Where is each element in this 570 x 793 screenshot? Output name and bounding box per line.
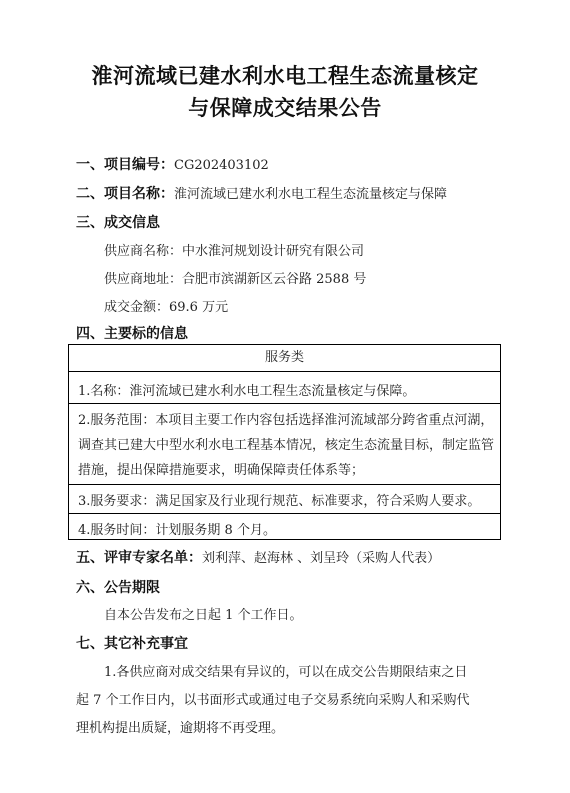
- document-title-line-1: 淮河流域已建水利水电工程生态流量核定: [91, 64, 479, 88]
- section-heading: 三、成交信息: [76, 215, 160, 231]
- section-heading: 一、项目编号：: [76, 157, 174, 173]
- section-heading: 四、主要标的信息: [76, 326, 188, 342]
- table-item-scope-line-2: 调查其已建大中型水利水电工程基本情况，核定生态流量目标，制定监管: [78, 438, 495, 453]
- table-header: 服务类: [69, 345, 500, 372]
- table-divider: [69, 484, 500, 485]
- section-heading: 五、评审专家名单：: [76, 550, 202, 566]
- table-item-name: 1.名称：淮河流域已建水利水电工程生态流量核定与保障。: [78, 384, 416, 399]
- project-name-value: 淮河流域已建水利水电工程生态流量核定与保障: [174, 187, 448, 202]
- table-divider: [69, 403, 500, 404]
- other-matters-line-3: 理机构提出质疑，逾期将不再受理。: [76, 721, 285, 736]
- table-item-scope-line-1: 2.服务范围：本项目主要工作内容包括选择淮河流域部分跨省重点河湖，: [78, 413, 494, 428]
- section-expert-list: [76, 547, 440, 567]
- other-matters-line-2: 起 7 个工作日内，以书面形式或通过电子交易系统向采购人和采购代: [76, 693, 470, 708]
- section-heading: 六、公告期限: [76, 580, 160, 596]
- supplier-name: 供应商名称：中水淮河规划设计研究有限公司: [104, 244, 365, 259]
- section-main-subject: [76, 323, 188, 343]
- other-matters-line-1: 1.各供应商对成交结果有异议的，可以在成交公告期限结束之日: [104, 665, 468, 680]
- expert-names: 刘利萍、赵海林 、刘呈玲（采购人代表）: [202, 551, 441, 566]
- table-item-requirements: 3.服务要求：满足国家及行业现行规范、标准要求，符合采购人要求。: [78, 494, 481, 509]
- subject-table: [68, 344, 501, 540]
- notice-period-text: 自本公告发布之日起 1 个工作日。: [104, 608, 303, 623]
- section-notice-period: [76, 577, 160, 597]
- section-project-number: [76, 154, 269, 174]
- section-heading: 七、其它补充事宜: [76, 636, 188, 652]
- section-heading: 二、项目名称：: [76, 186, 174, 202]
- table-item-service-time: 4.服务时间：计划服务期 8 个月。: [78, 523, 276, 538]
- table-divider: [69, 513, 500, 514]
- document-title-line-2: 与保障成交结果公告: [188, 96, 382, 120]
- section-project-name: [76, 183, 447, 203]
- section-other-matters: [76, 633, 188, 653]
- section-deal-info: [76, 212, 160, 232]
- table-item-scope-line-3: 措施，提出保障措施要求，明确保障责任体系等；: [78, 463, 365, 478]
- project-number-value: CG202403102: [174, 158, 269, 173]
- deal-amount: 成交金额：69.6 万元: [104, 300, 229, 315]
- supplier-address: 供应商地址：合肥市滨湖新区云谷路 2588 号: [104, 272, 367, 287]
